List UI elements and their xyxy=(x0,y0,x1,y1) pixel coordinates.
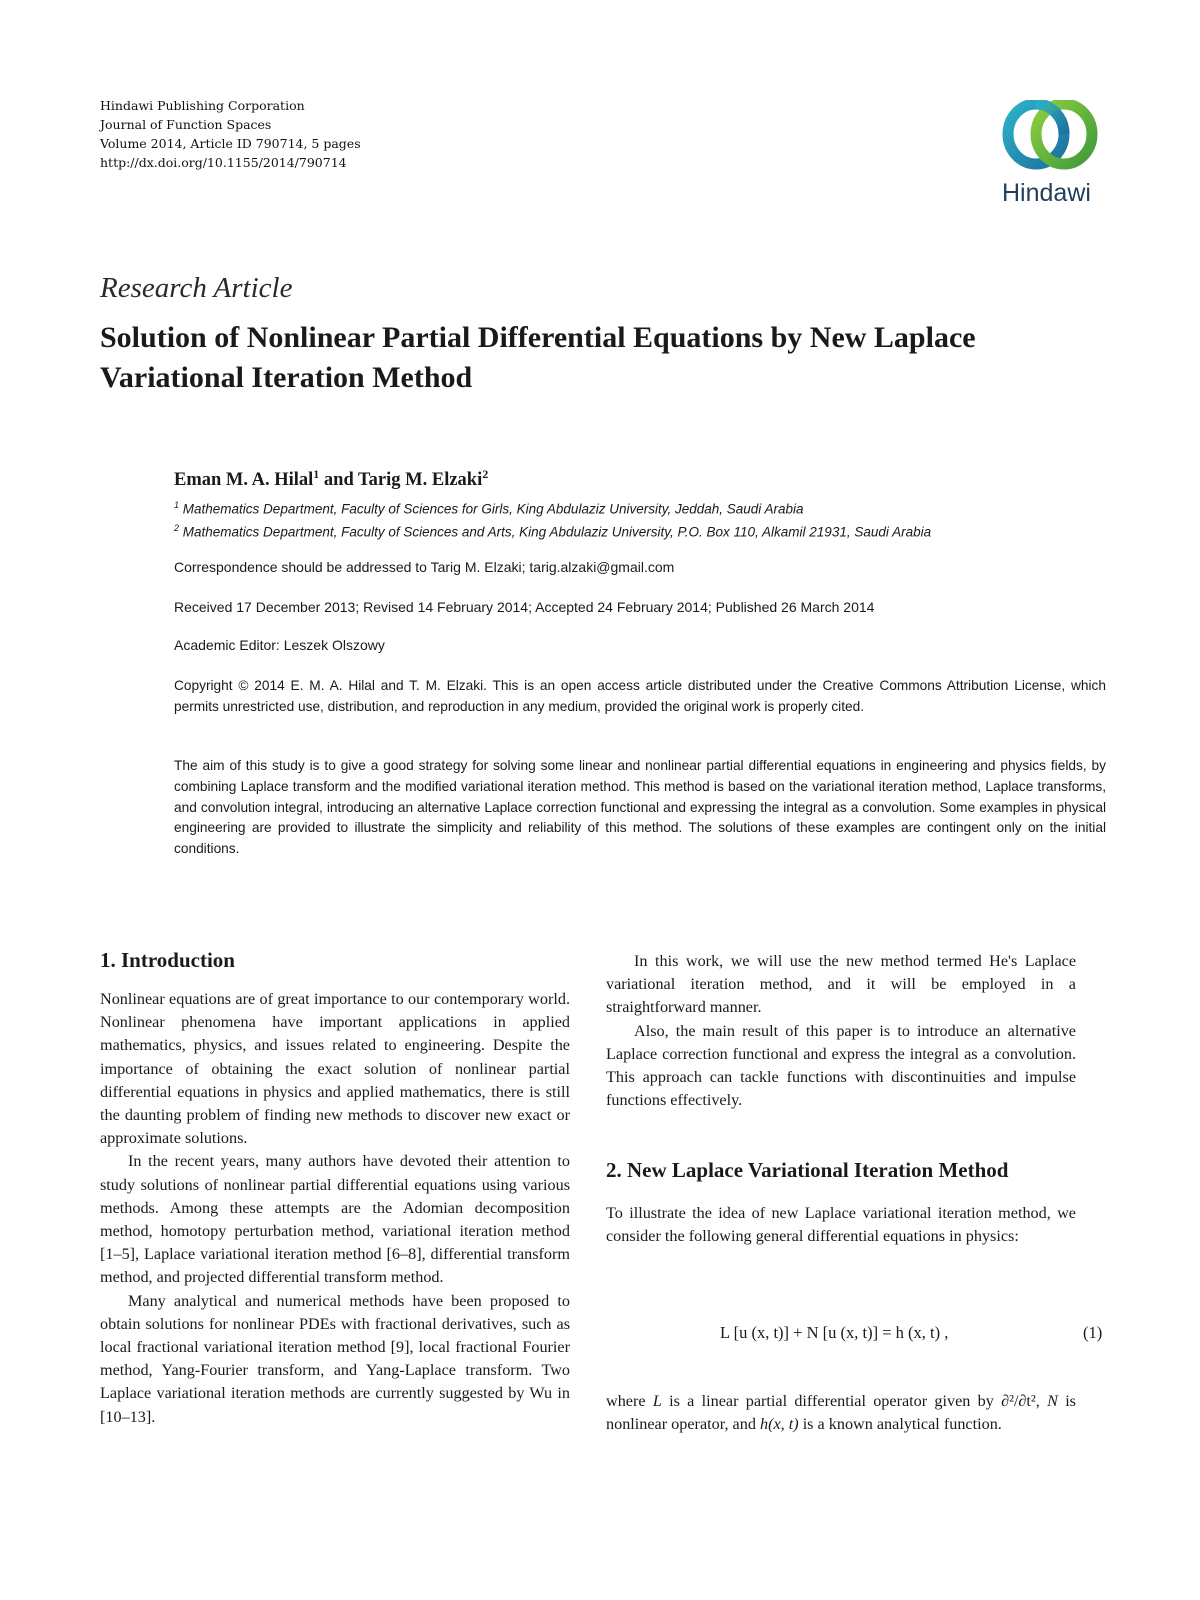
affiliation-2-mark: 2 xyxy=(174,523,180,533)
academic-editor: Academic Editor: Leszek Olszowy xyxy=(174,637,385,653)
intro-paragraph-1: Nonlinear equations are of great importance to our contemporary world. Nonlinear phenomena have important applications in applied mathematics, physics, and issues related to engineering. Despite the importance of obtaining the exact solution of nonlinear partial differential equations in physics and applied mathematics, there is still the daunting problem of finding new methods to discover new exact or approximate solutions. xyxy=(100,990,570,1148)
author-2: Tarig M. Elzaki xyxy=(358,470,483,491)
intro-paragraph-2: In the recent years, many authors have devoted their attention to study solutions of nonlinear partial differential equations using various methods. Among these attempts are the Adomian decomposition method, homotopy perturbation method, variational iteration method [1–5], Laplace variational iteration method [6–8], differential transform method, and projected differential transform method. xyxy=(100,1152,570,1287)
publisher: Hindawi Publishing Corporation xyxy=(100,98,305,113)
logo-wordmark: Hindawi xyxy=(1002,179,1091,207)
right-column-intro-body xyxy=(606,950,1076,1112)
journal-header xyxy=(100,96,361,172)
equation-1-number: (1) xyxy=(1083,1323,1103,1342)
method-p2-part2: is a linear partial differential operator given by ∂²/∂t², xyxy=(661,1392,1048,1410)
affiliation-1-text: Mathematics Department, Faculty of Sciences for Girls, King Abdulaziz University, Jeddah, Saudi Arabia xyxy=(182,501,804,517)
left-column-body xyxy=(100,988,570,1429)
correspondence: Correspondence should be addressed to Tarig M. Elzaki; tarig.alzaki@gmail.com xyxy=(174,559,675,575)
equation-1: L [u (x, t)] + N [u (x, t)] = h (x, t) , xyxy=(720,1323,949,1342)
intro-paragraph-4: In this work, we will use the new method termed He's Laplace variational iteration method, and it will be employed in a straightforward manner. xyxy=(606,952,1076,1017)
journal-name: Journal of Function Spaces xyxy=(100,117,272,132)
article-title: Solution of Nonlinear Partial Differential Equations by New Laplace Variational Iteration Method xyxy=(100,321,976,394)
method-p2-part4: is a known analytical function. xyxy=(798,1415,1002,1434)
section-heading-method: 2. New Laplace Variational Iteration Method xyxy=(606,1158,1009,1182)
operator-N: N xyxy=(1047,1392,1058,1410)
copyright-notice: Copyright © 2014 E. M. A. Hilal and T. M. Elzaki. This is an open access article distributed under the Creative Commons Attribution License, which permits unrestricted use, distribution, and reproduction in any medium, provided the original work is properly cited. xyxy=(174,678,1106,714)
function-h: h(x, t) xyxy=(759,1415,799,1434)
affiliation-2 xyxy=(174,523,931,540)
publication-dates: Received 17 December 2013; Revised 14 February 2014; Accepted 24 February 2014; Published 26 March 2014 xyxy=(174,599,875,615)
author-1: Eman M. A. Hilal xyxy=(174,470,314,491)
operator-L: L xyxy=(652,1392,662,1410)
intro-paragraph-5: Also, the main result of this paper is to introduce an alternative Laplace correction functional and express the integral as a convolution. This approach can tackle functions with discontinuities and impulse functions effectively. xyxy=(606,1021,1076,1110)
doi-link[interactable]: http://dx.doi.org/10.1155/2014/790714 xyxy=(100,155,347,170)
authors-conjunction: and xyxy=(319,470,359,491)
method-p2-part1: where xyxy=(606,1392,653,1410)
method-paragraph-2 xyxy=(606,1390,1076,1436)
method-paragraph-1: To illustrate the idea of new Laplace variational iteration method, we consider the following general differential equations in physics: xyxy=(606,1204,1076,1246)
intro-paragraph-3: Many analytical and numerical methods have been proposed to obtain solutions for nonlinear PDEs with fractional derivatives, such as local fractional variational iteration method [9], local fractional Fourier method, Yang-Fourier transform, and Yang-Laplace transform. Two Laplace variational iteration methods are currently suggested by Wu in [10–13]. xyxy=(100,1291,570,1426)
author-2-affiliation-mark: 2 xyxy=(482,467,489,481)
article-type: Research Article xyxy=(100,272,293,304)
affiliation-2-text: Mathematics Department, Faculty of Sciences and Arts, King Abdulaziz University, P.O. Box 110, Alkamil 21931, Saudi Arabia xyxy=(182,524,932,540)
hindawi-rings-icon xyxy=(1000,100,1104,210)
hindawi-logo xyxy=(1000,100,1104,210)
method-p2-part3: is nonlinear operator, and xyxy=(606,1392,1076,1434)
authors-line xyxy=(174,467,488,491)
abstract: The aim of this study is to give a good strategy for solving some linear and nonlinear partial differential equations in engineering and physics fields, by combining Laplace transform and the modified variational iteration method. This method is based on the variational iteration method, Laplace transforms, and convolution integral, introducing an alternative Laplace correction functional and expressing the integral as a convolution. Some examples in physical engineering are provided to illustrate the simplicity and reliability of this method. The solutions of these examples are contingent only on the initial conditions. xyxy=(174,758,1106,857)
volume-line: Volume 2014, Article ID 790714, 5 pages xyxy=(100,136,361,151)
affiliation-1 xyxy=(174,500,804,517)
affiliation-1-mark: 1 xyxy=(174,500,180,510)
section-heading-introduction: 1. Introduction xyxy=(100,948,235,972)
author-1-affiliation-mark: 1 xyxy=(313,467,320,481)
